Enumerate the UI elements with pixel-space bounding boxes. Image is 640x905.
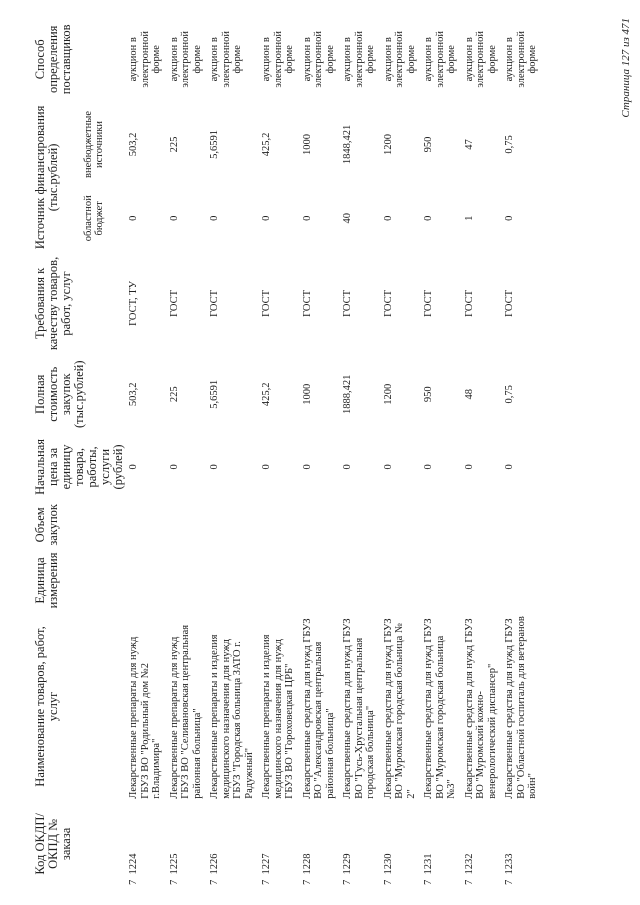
requirements-cell: ГОСТ — [423, 289, 434, 317]
requirements-cell: ГОСТ — [301, 289, 313, 317]
name-cell: Лекарственные препараты и изделия медицинского назначения для нужд ГБУЗ ВО "Гороховецкая ЦРБ" — [261, 634, 295, 799]
okdp-code: 7 — [382, 879, 394, 885]
table-row — [420, 15, 461, 887]
table-row — [125, 15, 166, 887]
offbudget-cell: 950 — [423, 136, 434, 153]
regional-cell: 0 — [301, 215, 313, 221]
total-cell: 225 — [168, 386, 180, 403]
offbudget-cell: 225 — [168, 136, 180, 153]
order-number: 1229 — [342, 853, 353, 875]
price-cell: 0 — [382, 464, 394, 470]
name-cell: Лекарственные средства для нужд ГБУЗ ВО "Муромская городская больница №3" — [423, 618, 457, 799]
price-cell: 0 — [168, 464, 180, 470]
unit-cell — [380, 549, 421, 613]
order-number: 1227 — [261, 853, 272, 875]
price-cell: 0 — [261, 464, 272, 470]
offbudget-cell: 1200 — [382, 133, 394, 155]
order-number: 1224 — [128, 853, 139, 875]
volume-cell — [258, 501, 299, 549]
okdp-code: 7 — [261, 879, 272, 885]
price-cell: 0 — [128, 464, 139, 470]
method-cell: аукцион в электронной форме — [301, 31, 336, 88]
table-row — [501, 15, 542, 887]
name-cell: Лекарственные препараты и изделия медицинского назначения для нужд ГБУЗ "Городская больница ЗАТО г. Радужный" — [209, 634, 255, 799]
okdp-code: 7 — [423, 879, 434, 885]
code-cell — [299, 801, 340, 887]
total-cell: 1888,421 — [342, 374, 353, 414]
volume-cell — [125, 501, 166, 549]
header-total: Полная стоимость закупок (тыс.рублей) — [33, 360, 86, 429]
regional-cell: 0 — [423, 215, 434, 221]
okdp-code: 7 — [463, 879, 475, 885]
volume-cell — [299, 501, 340, 549]
code-cell — [125, 801, 166, 887]
method-cell: аукцион в электронной форме — [168, 31, 203, 88]
requirements-cell: ГОСТ — [209, 289, 220, 317]
method-cell: аукцион в электронной форме — [128, 31, 162, 88]
name-cell: Лекарственные средства для нужд ГБУЗ ВО "Муромская городская больница № 2" — [382, 618, 417, 799]
code-cell — [258, 801, 299, 887]
volume-cell — [380, 501, 421, 549]
offbudget-cell: 1000 — [301, 133, 313, 155]
page-number: Страница 127 из 471 — [620, 18, 632, 118]
okdp-code: 7 — [128, 879, 139, 885]
header-name: Наименование товаров, работ, услуг — [33, 626, 60, 787]
offbudget-cell: 503,2 — [128, 132, 139, 157]
table-row — [206, 15, 258, 887]
order-number: 1233 — [504, 853, 515, 875]
offbudget-cell: 425,2 — [261, 132, 272, 157]
volume-cell — [339, 501, 380, 549]
name-cell: Лекарственные средства для нужд ГБУЗ ВО "Муромский кожно-венерологический диспансер" — [463, 618, 498, 799]
offbudget-cell: 5,6591 — [209, 130, 220, 159]
price-cell: 0 — [504, 464, 515, 470]
price-cell: 0 — [463, 464, 475, 470]
unit-cell — [166, 549, 207, 613]
order-number: 1232 — [463, 853, 475, 875]
header-requirements: Требования к качеству товаров, работ, услуг — [33, 256, 73, 351]
method-cell: аукцион в электронной форме — [423, 31, 457, 88]
table-row — [166, 15, 207, 887]
okdp-code: 7 — [209, 879, 220, 885]
header-volume: Объем закупок — [33, 504, 60, 546]
price-cell: 0 — [301, 464, 313, 470]
unit-cell — [206, 549, 258, 613]
unit-cell — [258, 549, 299, 613]
okdp-code: 7 — [342, 879, 353, 885]
name-cell: Лекарственные средства для нужд ГБУЗ ВО "Гусь-Хрустальная центральная городская больница" — [342, 618, 376, 799]
name-cell: Лекарственные препараты для нужд ГБУЗ ВО "Родильный дом №2 г.Владимира" — [128, 636, 162, 799]
order-number: 1228 — [301, 853, 313, 875]
requirements-cell: ГОСТ — [342, 289, 353, 317]
regional-cell: 0 — [382, 215, 394, 221]
order-number: 1230 — [382, 853, 394, 875]
name-cell: Лекарственные препараты для нужд ГБУЗ ВО "Селивановская центральная районная больница" — [168, 624, 203, 799]
header-price: Начальная цена за единицу товара, работы, услуги (рублей) — [33, 438, 125, 495]
regional-cell: 1 — [463, 215, 475, 221]
okdp-code: 7 — [301, 879, 313, 885]
code-cell — [501, 801, 542, 887]
header-funding: Источник финансирования (тыс.рублей) — [33, 105, 60, 250]
header-method: Способ определения поставщиков — [33, 24, 73, 95]
price-cell: 0 — [209, 464, 220, 470]
code-cell — [461, 801, 502, 887]
name-cell: Лекарственные средства для нужд ГБУЗ ВО "Александровская центральная районная больница" — [301, 618, 336, 799]
order-number: 1225 — [168, 853, 180, 875]
unit-cell — [420, 549, 461, 613]
total-cell: 0,75 — [504, 385, 515, 404]
volume-cell — [501, 501, 542, 549]
unit-cell — [299, 549, 340, 613]
table-row — [461, 15, 502, 887]
code-cell — [339, 801, 380, 887]
regional-cell: 0 — [504, 215, 515, 221]
total-cell: 950 — [423, 386, 434, 403]
total-cell: 425,2 — [261, 382, 272, 407]
regional-cell: 0 — [168, 215, 180, 221]
regional-cell: 0 — [128, 215, 139, 221]
header-funding-regional: областной бюджет — [83, 195, 106, 242]
table-row — [380, 15, 421, 887]
header-code: Код ОКДП/ ОКПД № заказа — [33, 813, 73, 875]
unit-cell — [461, 549, 502, 613]
name-cell: Лекарственные средства для нужд ГБУЗ ВО "Областной госпиталь для ветеранов войн" — [504, 616, 538, 799]
volume-cell — [166, 501, 207, 549]
requirements-cell: ГОСТ, ТУ — [128, 280, 139, 326]
method-cell: аукцион в электронной форме — [382, 31, 417, 88]
volume-cell — [206, 501, 258, 549]
total-cell: 503,2 — [128, 382, 139, 407]
price-cell: 0 — [423, 464, 434, 470]
unit-cell — [339, 549, 380, 613]
method-cell: аукцион в электронной форме — [504, 31, 538, 88]
price-cell: 0 — [342, 464, 353, 470]
order-number: 1226 — [209, 853, 220, 875]
volume-cell — [461, 501, 502, 549]
code-cell — [380, 801, 421, 887]
regional-cell: 0 — [261, 215, 272, 221]
header-row — [34, 15, 80, 887]
offbudget-cell: 1848,421 — [342, 124, 353, 165]
method-cell: аукцион в электронной форме — [261, 31, 295, 88]
offbudget-cell: 0,75 — [504, 135, 515, 154]
requirements-cell: ГОСТ — [261, 289, 272, 317]
volume-cell — [420, 501, 461, 549]
requirements-cell: ГОСТ — [463, 289, 475, 317]
regional-cell: 0 — [209, 215, 220, 221]
total-cell: 5,6591 — [209, 379, 220, 409]
offbudget-cell: 47 — [463, 139, 475, 150]
requirements-cell: ГОСТ — [382, 289, 394, 317]
okdp-code: 7 — [504, 879, 515, 885]
requirements-cell: ГОСТ — [504, 289, 515, 317]
method-cell: аукцион в электронной форме — [342, 31, 376, 88]
table-row — [258, 15, 299, 887]
method-cell: аукцион в электронной форме — [463, 31, 498, 88]
total-cell: 48 — [463, 389, 475, 400]
table-row — [339, 15, 380, 887]
order-number: 1231 — [423, 853, 434, 875]
requirements-cell: ГОСТ — [168, 289, 180, 317]
header-unit: Единица измерения — [33, 552, 60, 609]
total-cell: 1000 — [301, 383, 313, 405]
unit-cell — [125, 549, 166, 613]
code-cell — [420, 801, 461, 887]
code-cell — [206, 801, 258, 887]
code-cell — [166, 801, 207, 887]
procurement-table — [34, 15, 542, 887]
okdp-code: 7 — [168, 879, 180, 885]
method-cell: аукцион в электронной форме — [209, 31, 243, 88]
regional-cell: 40 — [342, 213, 353, 224]
unit-cell — [501, 549, 542, 613]
table-row — [299, 15, 340, 887]
total-cell: 1200 — [382, 383, 394, 405]
header-funding-offbudget: внебюджетные источники — [83, 111, 106, 178]
